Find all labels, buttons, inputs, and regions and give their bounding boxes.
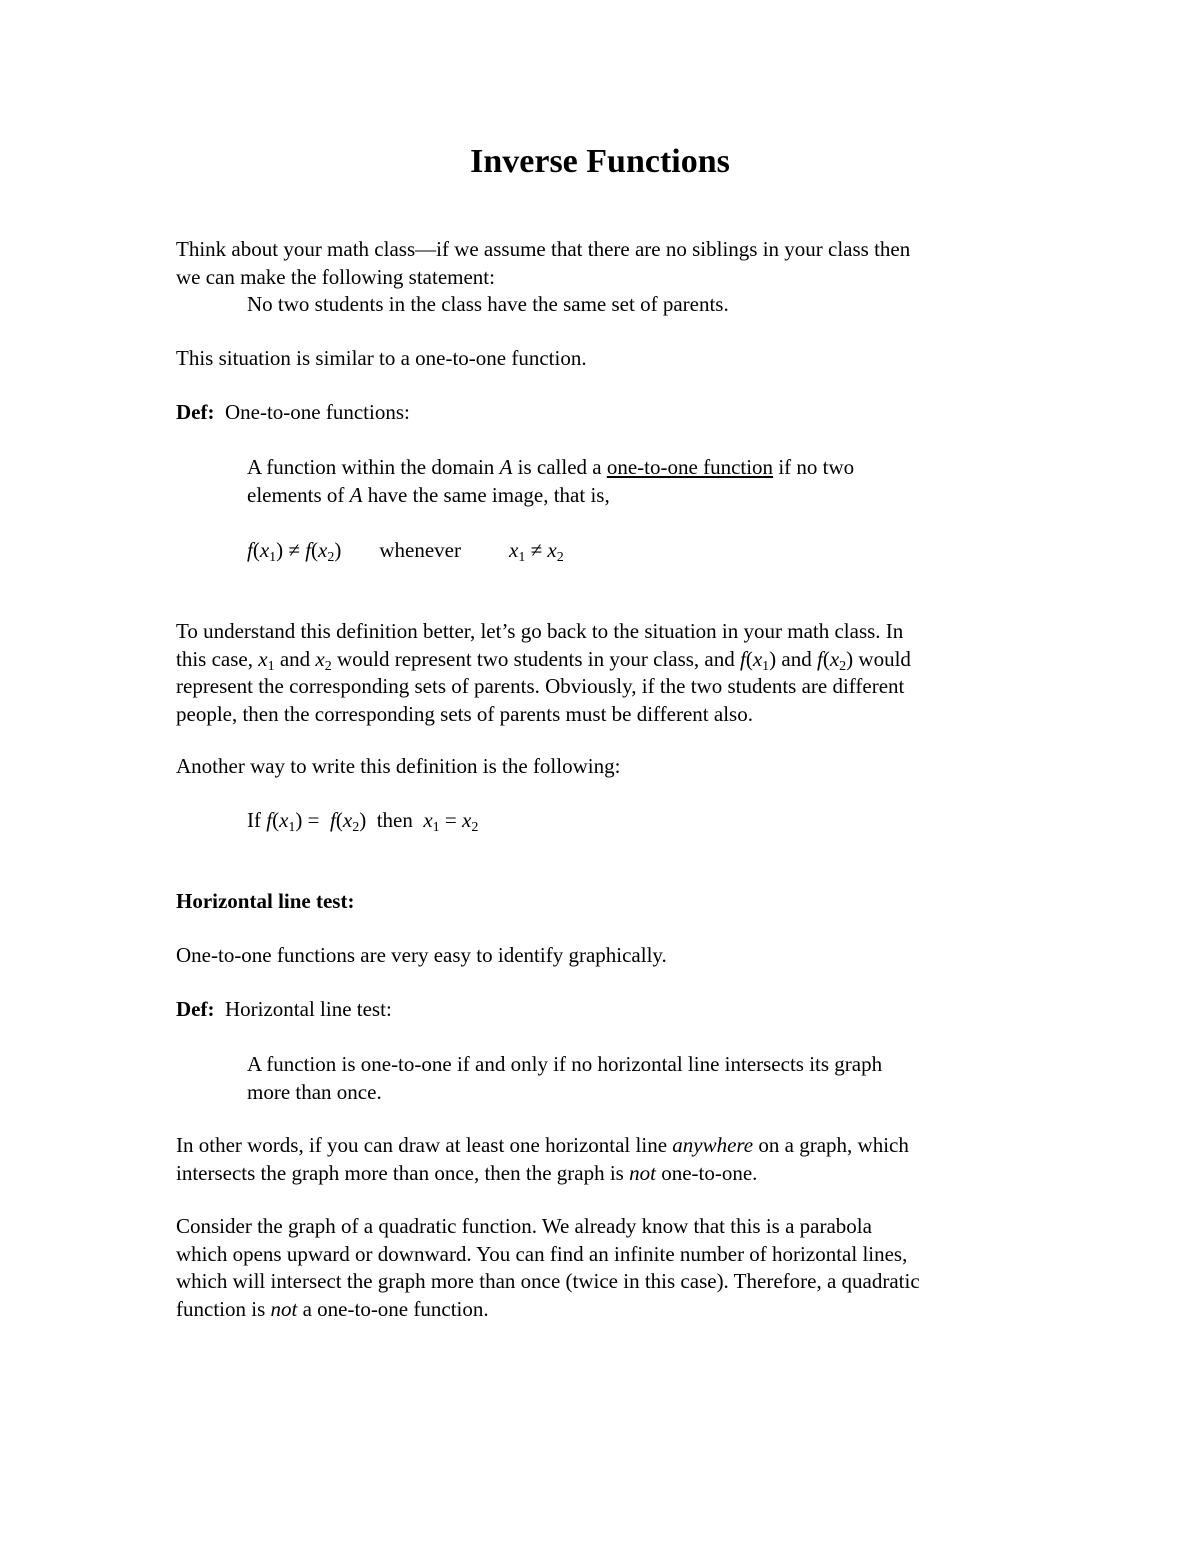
understand-line: people, then the corresponding sets of parents must be different also. [176,701,753,726]
if-then-formula: If $f(x_1) = f(x_2)$ then $x_1 = x_2$ [247,808,479,835]
definition-line: elements of A have the same image, that is, [247,482,610,507]
understand-paragraph [176,618,1036,728]
intro-line: Think about your math class—if we assume that there are no siblings in your class then [176,237,911,261]
consider-line: which opens upward or downward. You can find an infinite number of horizontal lines, [176,1241,908,1266]
def-name: Horizontal line test: [224,997,392,1021]
easy-sentence: One-to-one functions are very easy to identify graphically. [176,943,667,967]
definition-body [247,454,1107,509]
other-words-paragraph [176,1132,1036,1187]
other-line: intersects the graph more than once, then the graph is not one-to-one. [176,1160,758,1185]
definition-line: A function within the domain A is called a one-to-one function if no two [247,455,855,479]
hlt-definition-body [247,1051,1107,1106]
other-line: In other words, if you can draw at least one horizontal line anywhere on a graph, which [176,1133,909,1157]
consider-line: which will intersect the graph more than once (twice in this case). Therefore, a quadratic [176,1269,920,1293]
definition-line: more than once. [247,1079,382,1104]
intro-statement: No two students in the class have the same set of parents. [247,292,729,316]
understand-line: this case, $x_1$ and $x_2$ would represent two students in your class, and $f(x_1)$ and $f(x_2)$ would [176,646,911,674]
whenever-word: whenever [379,538,461,562]
page-title: Inverse Functions [470,143,730,180]
consider-line: function is not a one-to-one function. [176,1296,489,1321]
definition-line: A function is one-to-one if and only if no horizontal line intersects its graph [247,1052,883,1076]
consider-paragraph [176,1213,1036,1323]
intro-line: we can make the following statement: [176,264,495,289]
understand-line: To understand this definition better, let’s go back to the situation in your math class. In [176,619,904,643]
another-sentence: Another way to write this definition is the following: [176,754,621,778]
similar-sentence: This situation is similar to a one-to-one function. [176,346,587,370]
definition-heading [176,399,1036,427]
def-label: Def: [176,997,215,1021]
intro-paragraph [176,236,1036,291]
one-to-one-term: one-to-one function [606,455,774,479]
definition-formula: $f(x_1) \ne f(x_2)$ whenever $x_1 \ne x_2$ [247,538,564,565]
definition-heading [176,996,1036,1024]
section-heading: Horizontal line test: [176,889,355,913]
def-name: One-to-one functions: [224,400,410,424]
understand-line: represent the corresponding sets of parents. Obviously, if the two students are different [176,674,905,698]
consider-line: Consider the graph of a quadratic function. We already know that this is a parabola [176,1214,872,1238]
def-label: Def: [176,400,215,424]
